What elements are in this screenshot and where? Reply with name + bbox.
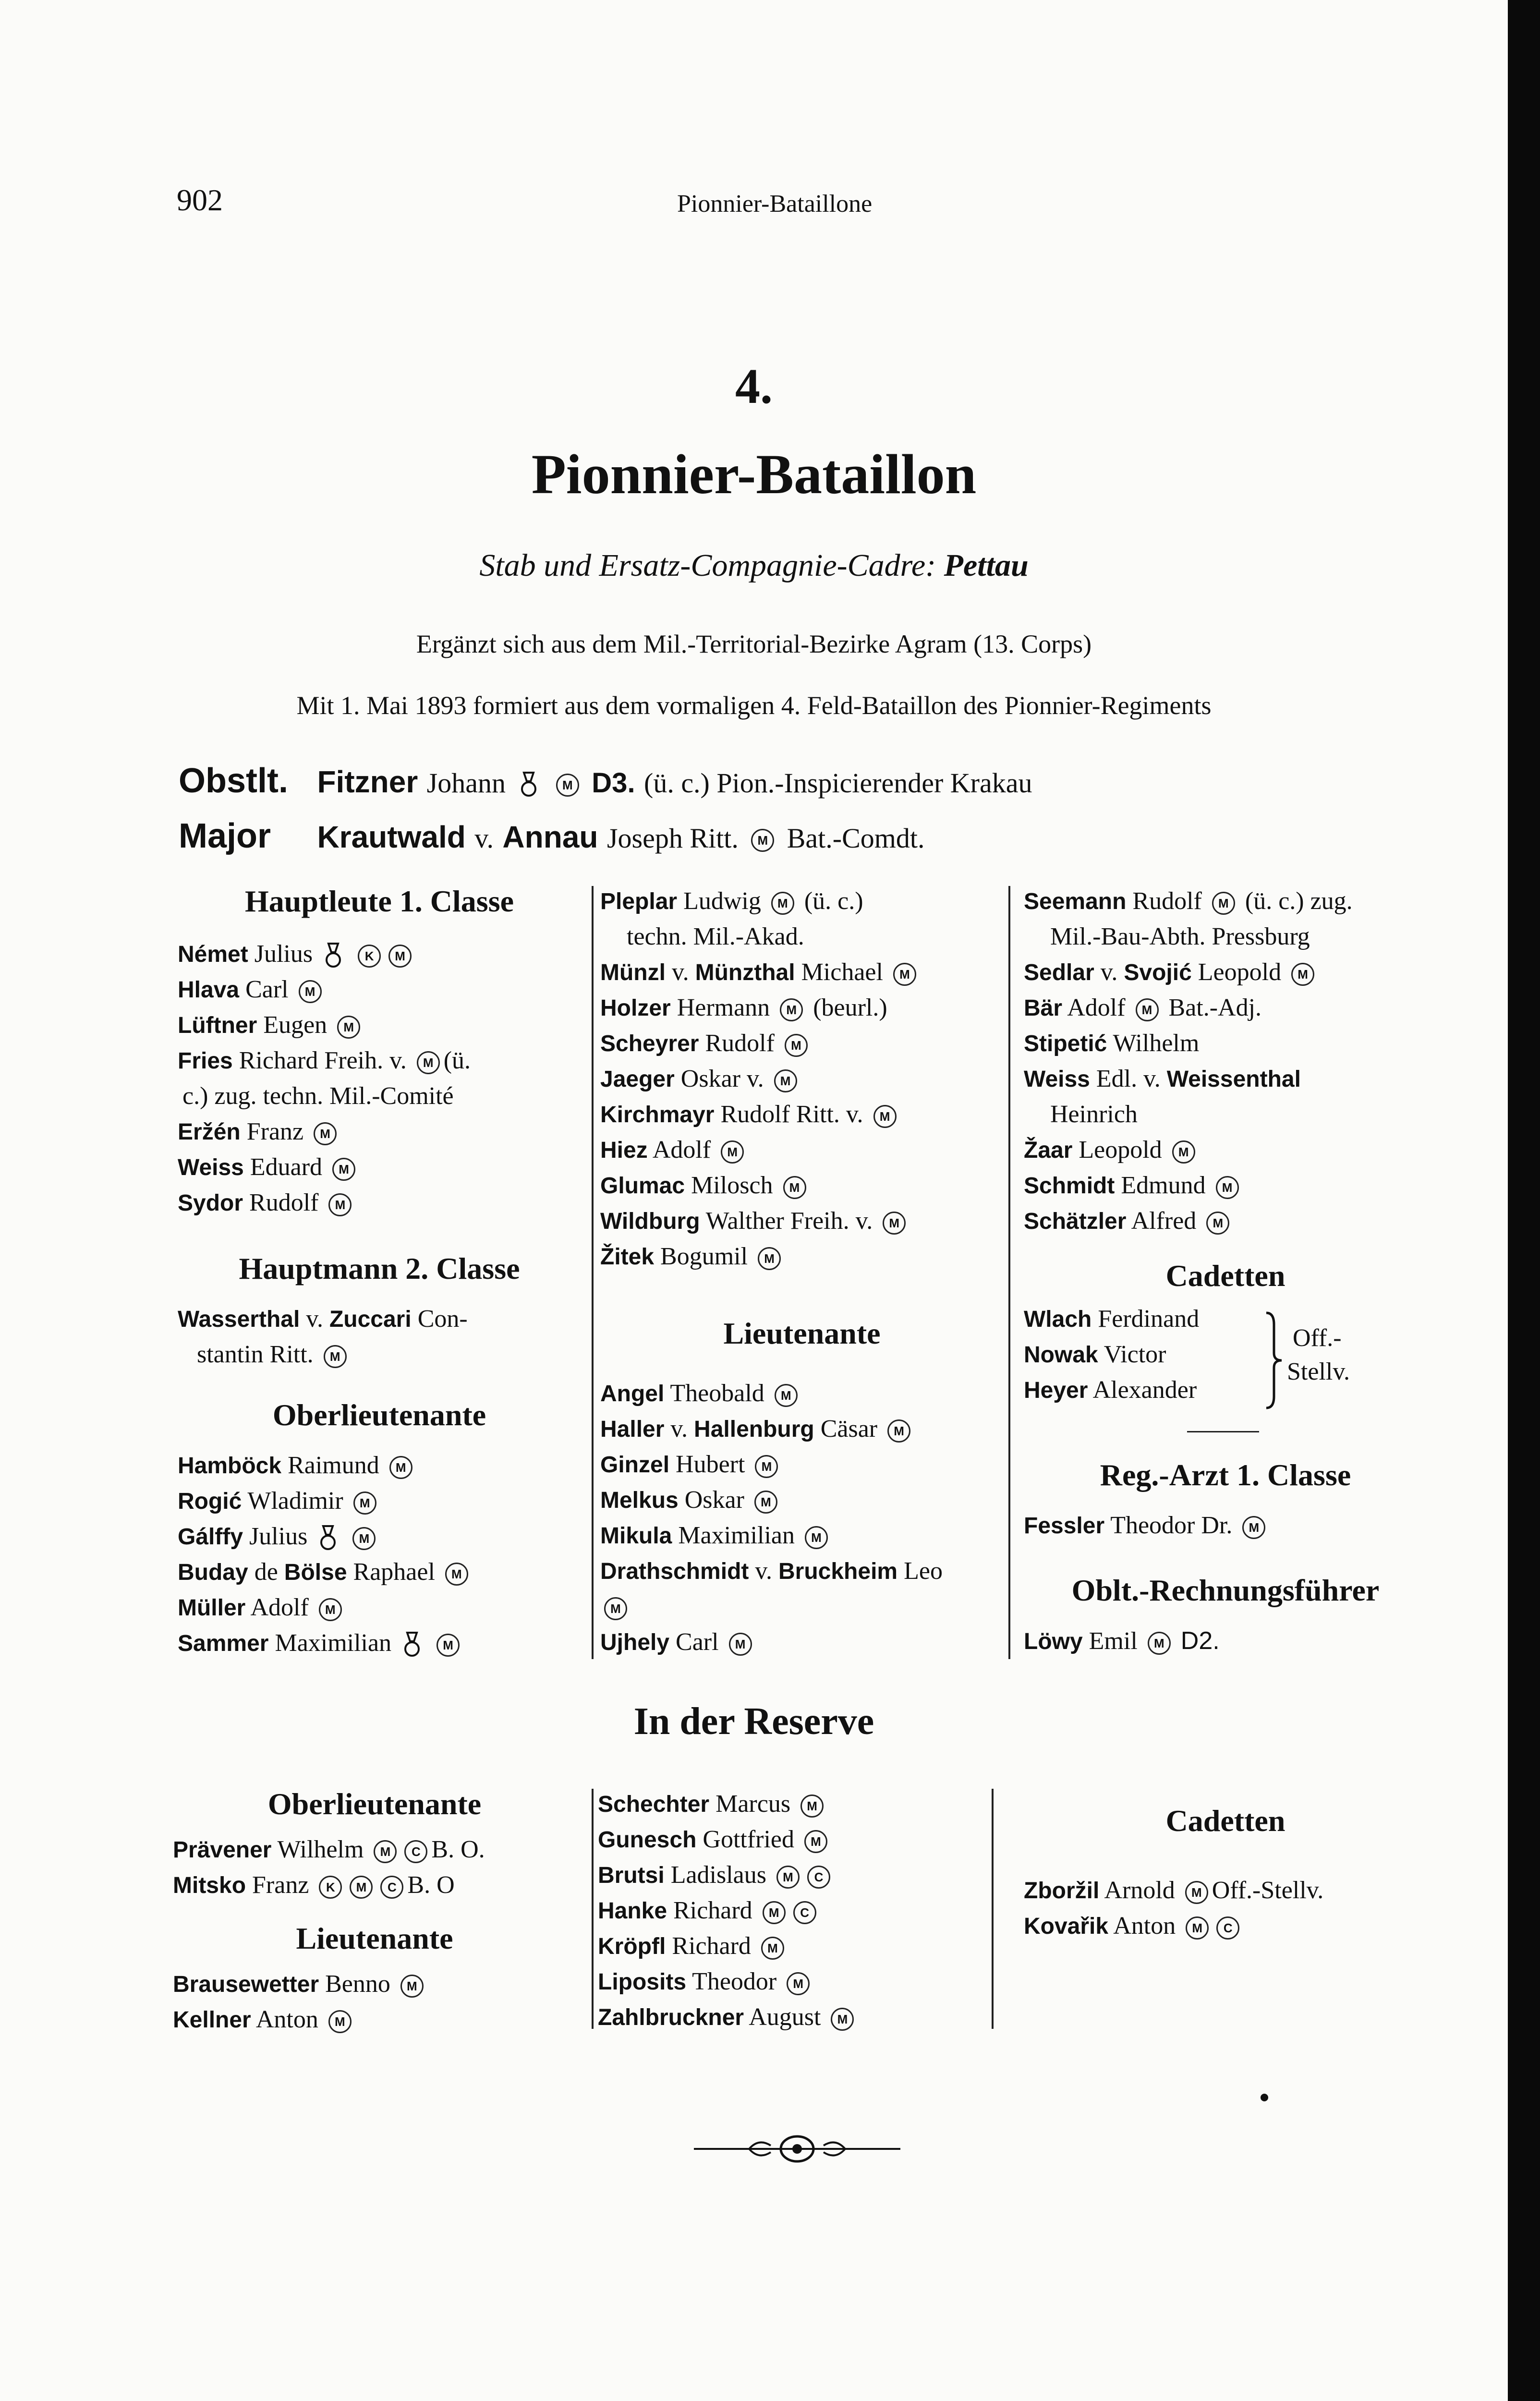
- list-item: Pleplar Ludwig M (ü. c.): [600, 887, 863, 915]
- medal-m-icon: M: [324, 1345, 347, 1368]
- command-row-1: [179, 761, 1032, 800]
- column-divider: [592, 1789, 594, 2029]
- list-item: Müller Adolf M: [178, 1590, 346, 1626]
- list-item: Angel Theobald M: [600, 1376, 801, 1412]
- list-item: Rogić Wladimir M: [178, 1483, 380, 1519]
- rank-label: Major: [179, 817, 271, 855]
- decoration-ribbon-icon: [402, 1631, 422, 1660]
- column-divider: [592, 886, 594, 1659]
- list-item: Weiss Eduard M: [178, 1150, 359, 1186]
- section-heading: Cadetten: [1165, 1259, 1285, 1293]
- list-item: Jaeger Oskar v. M: [600, 1061, 801, 1097]
- medal-m-icon: M: [437, 1634, 460, 1657]
- medal-m-icon: M: [893, 963, 916, 986]
- medal-m-icon: M: [771, 892, 794, 915]
- medal-m-icon: M: [800, 1795, 824, 1818]
- medal-m-icon: M: [1216, 1176, 1239, 1199]
- list-item: Heyer Alexander: [1024, 1376, 1197, 1404]
- medal-m-icon: M: [319, 1598, 342, 1621]
- list-item: Kellner Anton M: [173, 2002, 355, 2038]
- list-item: Žaar Leopold M: [1024, 1132, 1199, 1168]
- section-heading: Oberlieutenante: [272, 1398, 486, 1432]
- medal-m-icon: M: [873, 1105, 897, 1128]
- list-item-continuation: Mil.-Bau-Abth. Pressburg: [1050, 923, 1310, 950]
- section-heading: Oberlieutenante: [267, 1787, 482, 1821]
- medal-m-icon: M: [417, 1051, 440, 1074]
- column-divider: [1008, 886, 1010, 1659]
- section-heading: Lieutenante: [296, 1921, 453, 1955]
- medal-m-icon: M: [299, 980, 322, 1003]
- running-title: Pionnier-Bataillone: [677, 190, 873, 218]
- list-item: Liposits Theodor M: [598, 1964, 813, 2000]
- brace-icon: [1261, 1310, 1285, 1411]
- section-heading: Hauptmann 2. Classe: [239, 1251, 520, 1285]
- medal-m-icon: M: [887, 1419, 910, 1443]
- list-item: Zahlbruckner August M: [598, 2000, 858, 2036]
- decoration-ribbon-icon: [318, 1524, 338, 1553]
- ink-dot: [1261, 2094, 1268, 2101]
- given-name: Johann: [426, 767, 506, 799]
- medal-m-icon: M: [1212, 892, 1235, 915]
- list-item: Buday de Bölse Raphael M: [178, 1554, 472, 1590]
- medal-m-icon: M: [400, 1975, 424, 1998]
- list-item: Nowak Victor: [1024, 1341, 1166, 1368]
- medal-m-icon: M: [332, 1158, 355, 1181]
- note: (ü. c.) Pion.-Inspicierender Krakau: [644, 767, 1032, 799]
- list-item: Löwy Emil M D2.: [1024, 1627, 1220, 1655]
- section-heading: Oblt.-Rechnungsführer: [1071, 1573, 1380, 1607]
- list-item: Hiez Adolf M: [600, 1132, 748, 1168]
- medal-m-icon: M: [776, 1866, 800, 1889]
- column-1: [178, 884, 581, 1671]
- list-item-continuation: Heinrich: [1050, 1101, 1138, 1128]
- list-item: Haller v. Hallenburg Cäsar M: [600, 1411, 914, 1447]
- medal-m-icon: M: [787, 1972, 810, 1995]
- list-item: Schätzler Alfred M: [1024, 1203, 1233, 1239]
- reserve-column-2: [598, 1786, 982, 2046]
- section-heading: Hauptleute 1. Classe: [245, 884, 514, 918]
- column-2: [600, 884, 1004, 1671]
- list-item: Gunesch Gottfried M: [598, 1822, 831, 1858]
- intro-line-1: Ergänzt sich aus dem Mil.-Territorial-Bezirke Agram (13. Corps): [416, 630, 1092, 658]
- medal-m-icon: M: [1206, 1212, 1229, 1235]
- list-item-continuation: [600, 1589, 631, 1625]
- divider: [1187, 1431, 1259, 1432]
- medal-m-icon: M: [337, 1016, 360, 1039]
- list-item: Sedlar v. Svojić Leopold M: [1024, 955, 1318, 991]
- list-item: Ujhely Carl M: [600, 1625, 756, 1661]
- list-item: Fessler Theodor Dr. M: [1024, 1508, 1269, 1544]
- decoration-d3: D3.: [592, 767, 635, 799]
- list-item: Kovařik Anton M C: [1024, 1908, 1243, 1944]
- medal-k-icon: K: [358, 945, 381, 968]
- medal-m-icon: M: [751, 829, 774, 852]
- list-item: Seemann Rudolf M (ü. c.) zug.: [1024, 887, 1353, 915]
- list-item: Wlach Ferdinand: [1024, 1305, 1200, 1333]
- medal-m-icon: M: [831, 2008, 854, 2031]
- medal-k-icon: K: [319, 1876, 342, 1899]
- list-item: Zboržil Arnold M Off.-Stellv.: [1024, 1877, 1324, 1904]
- subtitle-location: Pettau: [944, 548, 1029, 583]
- medal-m-icon: M: [754, 1491, 777, 1514]
- section-heading: Lieutenante: [723, 1316, 881, 1350]
- decoration-ribbon-icon: [324, 942, 343, 970]
- list-item: Kröpfl Richard M: [598, 1928, 788, 1964]
- list-item: Ginzel Hubert M: [600, 1447, 782, 1483]
- list-item: Sydor Rudolf M: [178, 1185, 355, 1221]
- brace-label: Off.-: [1293, 1324, 1342, 1352]
- list-item: Hamböck Raimund M: [178, 1448, 416, 1484]
- medal-m-icon: M: [353, 1492, 376, 1515]
- list-item: Eržén Franz M: [178, 1114, 340, 1150]
- medal-m-icon: M: [328, 2010, 352, 2033]
- list-item: Gálffy Julius M: [178, 1519, 379, 1555]
- reserve-title: In der Reserve: [633, 1700, 874, 1743]
- reserve-column-1: [173, 1786, 586, 2046]
- list-item: Bär Adolf M Bat.-Adj.: [1024, 994, 1262, 1021]
- medal-m-icon: M: [774, 1069, 797, 1092]
- list-item: Német Julius K M: [178, 936, 415, 972]
- list-item: Hanke Richard M C: [598, 1893, 820, 1929]
- list-item: Münzl v. Münzthal Michael M: [600, 955, 920, 991]
- list-item: Schmidt Edmund M: [1024, 1168, 1243, 1204]
- list-item: Stipetić Wilhelm: [1024, 1030, 1200, 1057]
- given-name: Joseph Ritt.: [606, 823, 739, 854]
- brace-label: Stellv.: [1287, 1358, 1350, 1385]
- list-item: Holzer Hermann M (beurl.): [600, 994, 887, 1021]
- list-item: Brausewetter Benno M: [173, 1966, 427, 2002]
- section-heading: Reg.-Arzt 1. Classe: [1100, 1458, 1351, 1492]
- medal-m-icon: M: [388, 945, 412, 968]
- medal-m-icon: M: [445, 1563, 468, 1586]
- family-name: Annau: [502, 820, 598, 854]
- medal-m-icon: M: [1291, 963, 1314, 986]
- medal-m-icon: M: [1136, 998, 1159, 1021]
- medal-m-icon: M: [763, 1901, 786, 1924]
- column-3: [1024, 884, 1466, 1671]
- command-row-2: [179, 816, 925, 856]
- list-item: Hlava Carl M: [178, 972, 326, 1008]
- list-item: Glumac Milosch M: [600, 1168, 810, 1204]
- subtitle-text: Stab und Ersatz-Compagnie-Cadre:: [479, 548, 936, 583]
- column-divider: [992, 1789, 994, 2029]
- medal-m-icon: M: [883, 1212, 906, 1235]
- page-number: 902: [177, 183, 223, 217]
- intro-line-2: Mit 1. Mai 1893 formiert aus dem vormaligen 4. Feld-Bataillon des Pionnier-Regiments: [296, 691, 1212, 720]
- decoration-ribbon-icon: [519, 771, 538, 800]
- list-item-continuation: c.) zug. techn. Mil.-Comité: [182, 1082, 454, 1110]
- medal-m-icon: M: [314, 1122, 337, 1145]
- note: Bat.-Comdt.: [787, 823, 925, 854]
- medal-m-icon: M: [785, 1034, 808, 1057]
- medal-m-icon: M: [352, 1527, 376, 1550]
- list-item: Žitek Bogumil M: [600, 1239, 785, 1275]
- medal-m-icon: M: [804, 1830, 827, 1853]
- list-item-continuation: stantin Ritt. M: [178, 1337, 351, 1372]
- list-item: Lüftner Eugen M: [178, 1007, 364, 1043]
- medal-m-icon: M: [328, 1193, 352, 1216]
- medal-m-icon: M: [729, 1633, 752, 1656]
- surname: Fitzner: [317, 764, 418, 799]
- medal-m-icon: M: [1172, 1140, 1195, 1164]
- medal-m-icon: M: [780, 998, 803, 1021]
- list-item: Prävener Wilhelm M C B. O.: [173, 1836, 485, 1863]
- list-item: Melkus Oskar M: [600, 1482, 781, 1518]
- list-item: Mitsko Franz K M C B. O: [173, 1871, 455, 1899]
- section-heading: Cadetten: [1165, 1804, 1285, 1838]
- medal-m-icon: M: [758, 1247, 781, 1270]
- medal-c-icon: C: [380, 1876, 403, 1899]
- list-item: Wildburg Walther Freih. v. M: [600, 1203, 909, 1239]
- list-item: Mikula Maximilian M: [600, 1518, 832, 1554]
- medal-m-icon: M: [1186, 1916, 1209, 1940]
- list-item: Drathschmidt v. Bruckheim Leo: [600, 1557, 943, 1585]
- list-item: Weiss Edl. v. Weissenthal: [1024, 1065, 1301, 1092]
- medal-m-icon: M: [350, 1876, 373, 1899]
- subtitle: [0, 547, 1508, 584]
- medal-c-icon: C: [1216, 1916, 1239, 1940]
- list-item: Sammer Maximilian M: [178, 1625, 463, 1661]
- rank-label: Obstlt.: [179, 762, 288, 800]
- list-item: Wasserthal v. Zuccari Con-: [178, 1305, 468, 1333]
- list-item: Scheyrer Rudolf M: [600, 1026, 812, 1062]
- medal-c-icon: C: [793, 1901, 816, 1924]
- list-item: Brutsi Ladislaus M C: [598, 1857, 834, 1893]
- medal-m-icon: M: [604, 1597, 627, 1620]
- medal-m-icon: M: [805, 1526, 828, 1549]
- surname: Krautwald: [317, 820, 466, 854]
- medal-m-icon: M: [721, 1140, 744, 1164]
- list-item: Fries Richard Freih. v. M (ü.: [178, 1047, 471, 1074]
- medal-m-icon: M: [761, 1937, 784, 1960]
- ornament-icon: [691, 2132, 903, 2166]
- medal-m-icon: M: [1148, 1632, 1171, 1655]
- medal-m-icon: M: [1242, 1516, 1265, 1539]
- medal-m-icon: M: [556, 774, 579, 797]
- medal-c-icon: C: [404, 1840, 427, 1863]
- medal-m-icon: M: [374, 1840, 397, 1863]
- page-title: Pionnier-Bataillon: [531, 443, 977, 506]
- medal-m-icon: M: [755, 1455, 778, 1478]
- medal-m-icon: M: [1185, 1881, 1208, 1904]
- particle: v.: [474, 823, 494, 854]
- section-number: 4.: [735, 359, 773, 414]
- medal-m-icon: M: [389, 1456, 412, 1479]
- medal-m-icon: M: [783, 1176, 806, 1199]
- list-item-continuation: techn. Mil.-Akad.: [627, 923, 804, 950]
- list-item: Schechter Marcus M: [598, 1786, 827, 1822]
- list-item: Kirchmayr Rudolf Ritt. v. M: [600, 1097, 900, 1133]
- reserve-column-3: [1024, 1786, 1466, 2046]
- medal-c-icon: C: [807, 1866, 830, 1889]
- medal-m-icon: M: [775, 1384, 798, 1407]
